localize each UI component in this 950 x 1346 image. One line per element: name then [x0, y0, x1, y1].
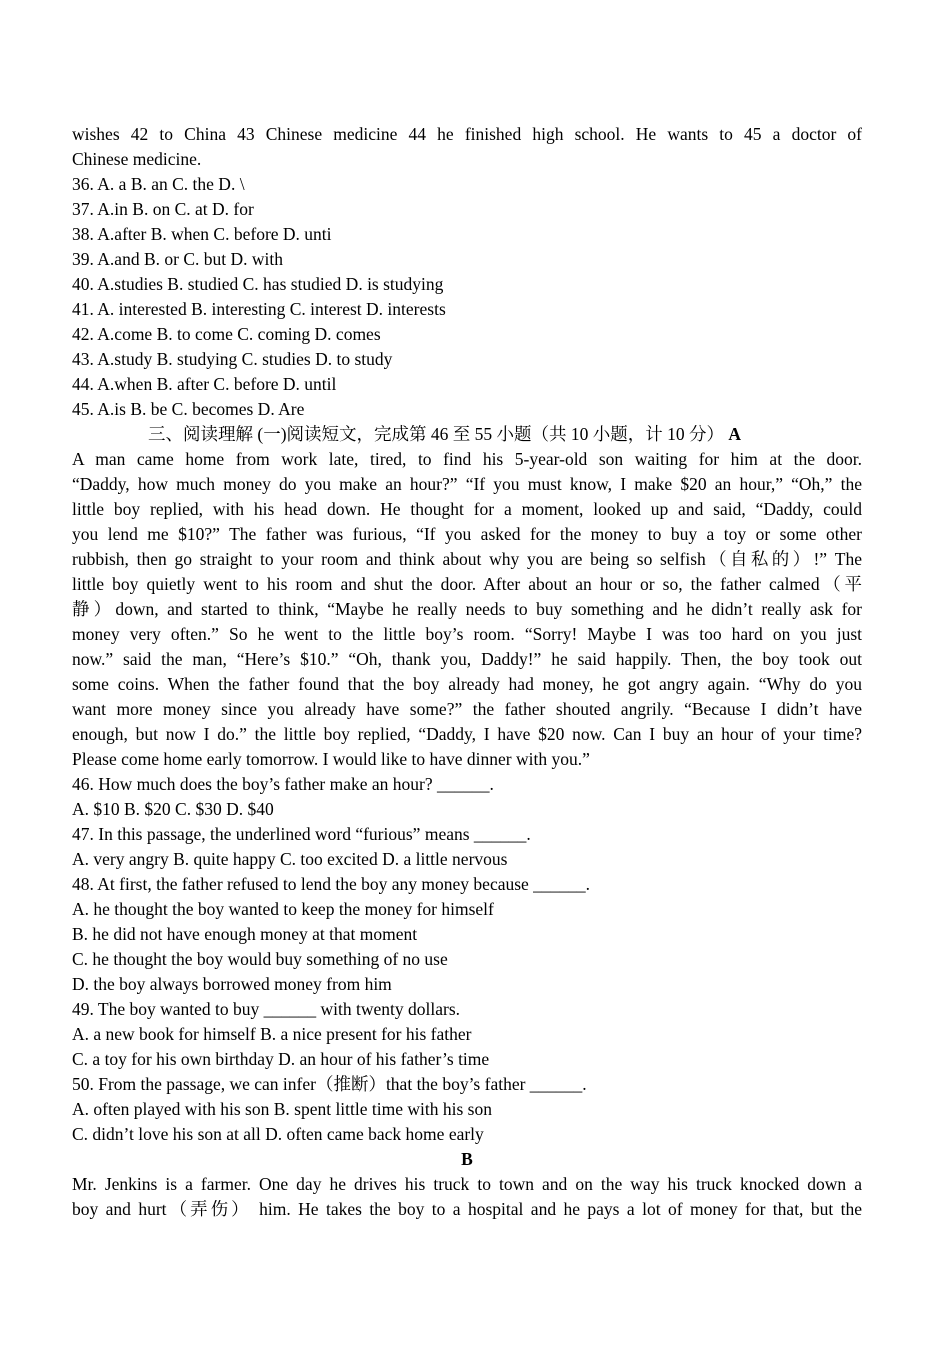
passage-a-line: “Daddy, how much money do you make an hour?” “If you must know, I make $20 an hour,” “Oh,” the [72, 474, 862, 494]
passage-a-line: A man came home from work late, tired, to find his 5-year-old son waiting for him at the door. [72, 449, 862, 469]
question-50-options-cd: C. didn’t love his son at all D. often came back home early [72, 1124, 484, 1144]
question-48: 48. At first, the father refused to lend the boy any money because ______. [72, 874, 591, 894]
question-48-option-b: B. he did not have enough money at that moment [72, 924, 418, 944]
questions [72, 772, 862, 1147]
passage-a-line: enough, but now I do.” the little boy replied, “Daddy, I have $20 now. Can I buy an hour of your time? [72, 724, 862, 744]
section-label-b: B [461, 1149, 473, 1169]
section-heading [72, 422, 862, 447]
passage-a-line: you lend me $10?” The father was furious, “If you asked for the money to buy a toy or some other [72, 524, 862, 544]
cloze-option-37: 37. A.in B. on C. at D. for [72, 199, 254, 219]
question-48-option-c: C. he thought the boy would buy something of no use [72, 949, 448, 969]
passage-b-line: Mr. Jenkins is a farmer. One day he drives his truck to town and on the way his truck knocked down a [72, 1174, 862, 1194]
cloze-option-45: 45. A.is B. be C. becomes D. Are [72, 399, 305, 419]
cloze-options [72, 172, 862, 422]
intro-line-1: wishes 42 to China 43 Chinese medicine 44 he finished high school. He wants to 45 a doctor of [72, 124, 862, 144]
question-50: 50. From the passage, we can infer（推断）that the boy’s father ______. [72, 1074, 587, 1094]
cloze-option-36: 36. A. a B. an C. the D. \ [72, 174, 245, 194]
question-47: 47. In this passage, the underlined word “furious” means ______. [72, 824, 531, 844]
passage-a-line: now.” said the man, “Here’s $10.” “Oh, thank you, Daddy!” he said happily. Then, the boy took out [72, 649, 862, 669]
passage-a-line: little boy replied, with his head down. He thought for a moment, looked up and said, “Daddy, could [72, 499, 862, 519]
cloze-option-44: 44. A.when B. after C. before D. until [72, 374, 337, 394]
question-49-options-cd: C. a toy for his own birthday D. an hour of his father’s time [72, 1049, 490, 1069]
passage-a-line: some coins. When the father found that the boy already had money, he got angry again. “Why do you [72, 674, 862, 694]
question-49: 49. The boy wanted to buy ______ with twenty dollars. [72, 999, 461, 1019]
section-heading-text: 三、阅读理解 (一)阅读短文，完成第 46 至 55 小题（共 10 小题，计 10 分） [148, 424, 725, 444]
section-label-a: A [728, 424, 742, 444]
document-content [72, 122, 862, 1222]
intro-line-2: Chinese medicine. [72, 149, 202, 169]
passage-a-line: want more money since you already have some?” the father shouted angrily. “Because I didn’t have [72, 699, 862, 719]
cloze-option-38: 38. A.after B. when C. before D. unti [72, 224, 332, 244]
question-47-options: A. very angry B. quite happy C. too excited D. a little nervous [72, 849, 508, 869]
passage-a-line: Please come home early tomorrow. I would like to have dinner with you.” [72, 749, 590, 769]
question-49-options-ab: A. a new book for himself B. a nice present for his father [72, 1024, 472, 1044]
passage-b-line: boy and hurt（弄伤） him. He takes the boy to a hospital and he pays a lot of money for that, but the [72, 1199, 862, 1219]
cloze-option-39: 39. A.and B. or C. but D. with [72, 249, 283, 269]
cloze-option-40: 40. A.studies B. studied C. has studied D. is studying [72, 274, 444, 294]
question-46: 46. How much does the boy’s father make an hour? ______. [72, 774, 494, 794]
question-50-options-ab: A. often played with his son B. spent little time with his son [72, 1099, 492, 1119]
passage-b [72, 1172, 862, 1222]
cloze-option-42: 42. A.come B. to come C. coming D. comes [72, 324, 381, 344]
cloze-option-41: 41. A. interested B. interesting C. interest D. interests [72, 299, 446, 319]
passage-a-line: little boy quietly went to his room and shut the door. After about an hour or so, the father calmed（平 [72, 574, 862, 594]
cloze-option-43: 43. A.study B. studying C. studies D. to study [72, 349, 393, 369]
question-48-option-d: D. the boy always borrowed money from him [72, 974, 392, 994]
question-46-options: A. $10 B. $20 C. $30 D. $40 [72, 799, 274, 819]
passage-a-line: rubbish, then go straight to your room and think about why you are being so selfish（自私的）!” The [72, 549, 862, 569]
passage-a [72, 447, 862, 772]
question-48-option-a: A. he thought the boy wanted to keep the money for himself [72, 899, 494, 919]
passage-a-line: 静）down, and started to think, “Maybe he really needs to buy something and he didn’t really ask for [72, 599, 862, 619]
passage-a-line: money very often.” So he went to the little boy’s room. “Sorry! Maybe I was too hard on you just [72, 624, 862, 644]
